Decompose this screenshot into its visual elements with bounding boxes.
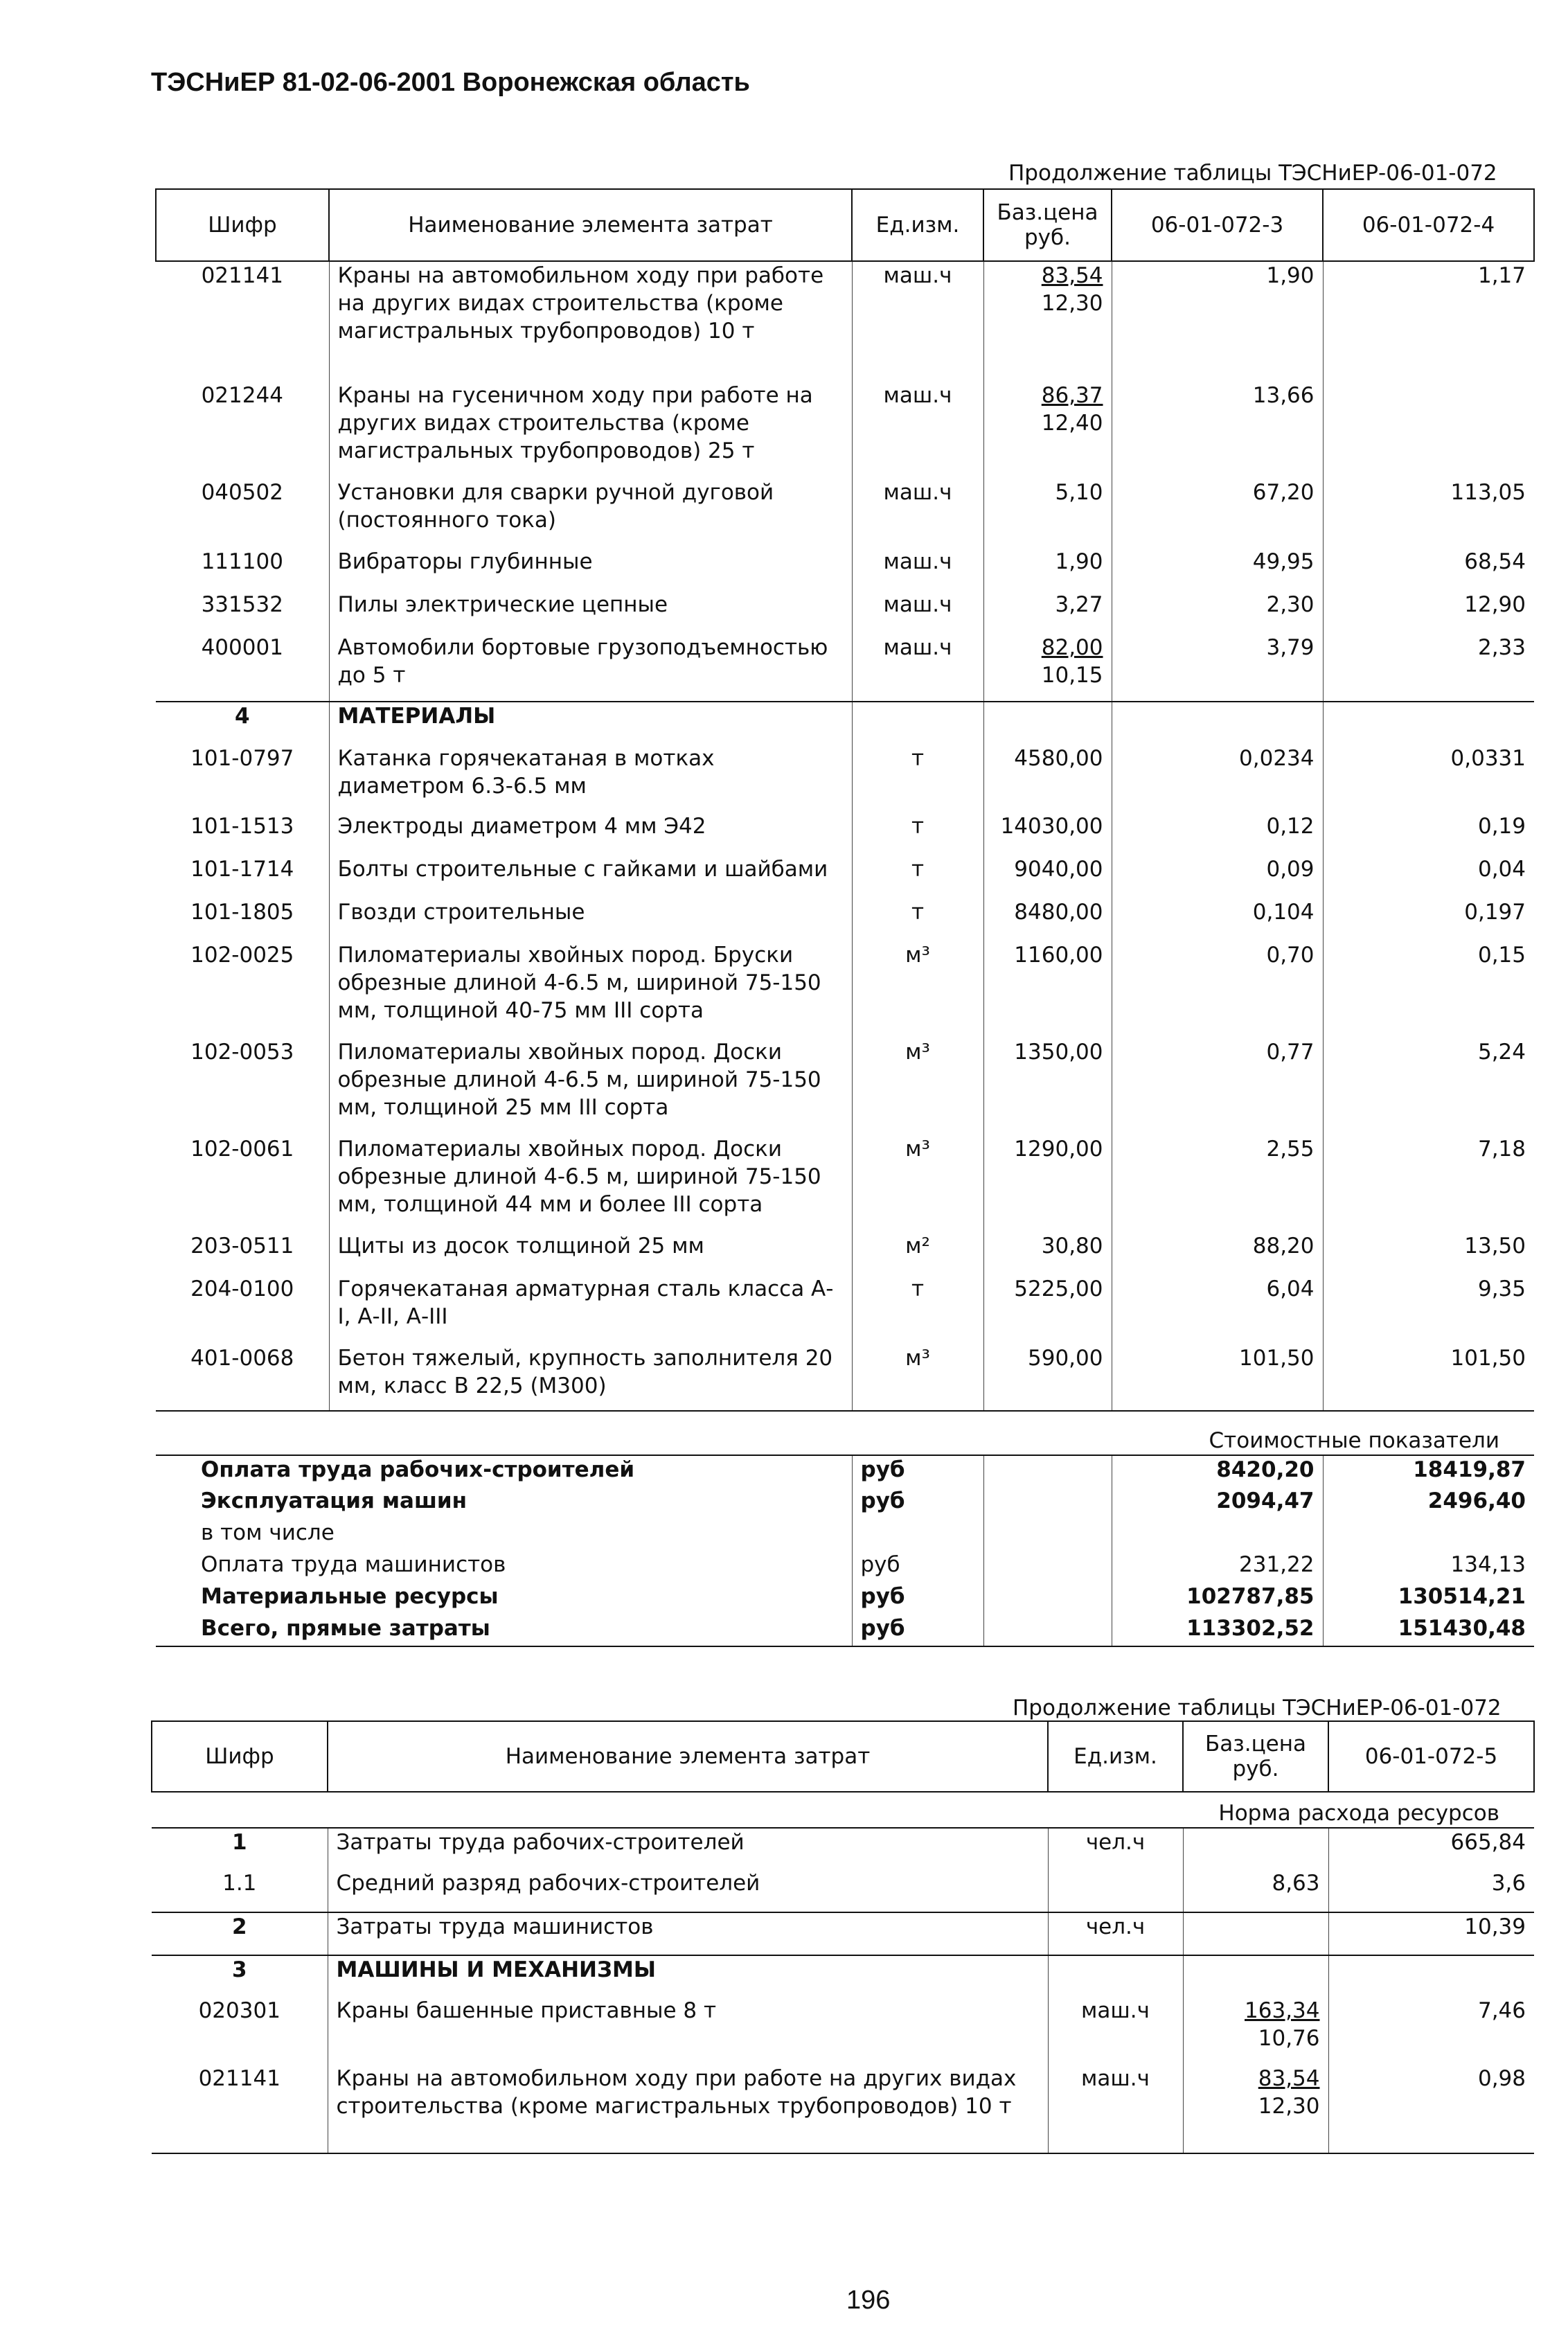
table-row	[156, 1038, 1534, 1135]
section-title: МАТЕРИАЛЫ	[329, 702, 852, 745]
row-name: Средний разряд рабочих-строителей	[328, 1869, 1048, 1912]
table-row	[152, 1997, 1534, 2065]
section-code: 3	[152, 1955, 328, 1997]
row-value-b: 0,19	[1477, 814, 1526, 839]
row-unit: м²	[852, 1232, 983, 1275]
col-unit-header: Ед.изм.	[1048, 1721, 1183, 1792]
cost-row	[156, 1487, 1534, 1519]
table-row	[156, 479, 1534, 548]
row-unit: маш.ч	[852, 382, 983, 479]
table-row	[152, 1912, 1534, 1955]
row-price: 4580,00	[983, 745, 1112, 812]
norm-banner-row	[152, 1792, 1534, 1828]
cost-unit: руб	[852, 1583, 983, 1615]
section-row-machines	[152, 1955, 1534, 1997]
table-row	[156, 1135, 1534, 1232]
row-name: Пиломатериалы хвойных пород. Доски обрезные длиной 4-6.5 м, шириной 75-150 мм, толщиной 25 мм III сорта	[329, 1038, 852, 1135]
row-unit: м³	[852, 941, 983, 1038]
row-unit: м³	[852, 1344, 983, 1411]
row-unit: маш.ч	[852, 548, 983, 591]
row-unit: т	[852, 855, 983, 898]
table-row	[156, 855, 1534, 898]
row-price: 590,00	[983, 1344, 1112, 1411]
col-unit-header: Ед.изм.	[852, 189, 983, 261]
row-value-a: 2,55	[1112, 1135, 1323, 1232]
resource-table-1	[155, 188, 1535, 1647]
row-value-b: 12,90	[1464, 592, 1526, 617]
section-title: МАШИНЫ И МЕХАНИЗМЫ	[328, 1955, 1048, 1997]
row-value-a: 6,04	[1112, 1275, 1323, 1344]
row-price: 1,90	[983, 548, 1112, 591]
row-price: 1350,00	[983, 1038, 1112, 1135]
row-code: 101-1714	[156, 855, 329, 898]
row-code: 102-0025	[156, 941, 329, 1038]
col-name-header: Наименование элемента затрат	[328, 1721, 1048, 1792]
row-code: 101-1513	[156, 812, 329, 855]
table-row	[156, 1275, 1534, 1344]
col-code-header: Шифр	[156, 189, 329, 261]
cost-row	[156, 1455, 1534, 1487]
row-value-a: 1,90	[1112, 261, 1323, 382]
row-value-a: 665,84	[1450, 1830, 1526, 1855]
row-value-b: 13,50	[1464, 1234, 1526, 1259]
row-code: 040502	[156, 479, 329, 548]
row-code: 101-0797	[156, 745, 329, 812]
resource-table-2	[151, 1720, 1535, 2154]
row-unit: чел.ч	[1048, 1912, 1183, 1955]
row-unit	[1048, 1869, 1183, 1912]
cost-value-b: 2496,40	[1427, 1488, 1526, 1513]
row-unit: т	[852, 1275, 983, 1344]
table-row	[152, 1828, 1534, 1869]
row-value-a: 0,104	[1112, 898, 1323, 941]
table2-caption: Продолжение таблицы ТЭСНиЕР-06-01-072	[1013, 1696, 1502, 1720]
row-unit: маш.ч	[852, 261, 983, 382]
row-value-b: 0,15	[1477, 943, 1526, 968]
cost-row	[156, 1615, 1534, 1646]
row-name: Щиты из досок толщиной 25 мм	[329, 1232, 852, 1275]
row-unit: т	[852, 812, 983, 855]
cost-row	[156, 1551, 1534, 1583]
col-b-header: 06-01-072-4	[1323, 189, 1534, 261]
cost-row	[156, 1583, 1534, 1615]
table-row	[152, 1869, 1534, 1912]
row-price: 8480,00	[983, 898, 1112, 941]
row-name: Катанка горячекатаная в мотках диаметром 6.3-6.5 мм	[329, 745, 852, 812]
row-unit: м³	[852, 1038, 983, 1135]
cost-row	[156, 1519, 1534, 1551]
row-price: 1290,00	[983, 1135, 1112, 1232]
row-name: Вибраторы глубинные	[329, 548, 852, 591]
row-price: 3,27	[983, 591, 1112, 634]
row-unit: маш.ч	[1048, 1997, 1183, 2065]
row-code: 111100	[156, 548, 329, 591]
row-price: 163,34 10,76	[1183, 1997, 1328, 2065]
row-name: Краны на автомобильном ходу при работе на других видах строительства (кроме магистральных трубопроводов) 10 т	[328, 2065, 1048, 2153]
row-name: Краны на автомобильном ходу при работе на других видах строительства (кроме магистральных трубопроводов) 10 т	[329, 261, 852, 382]
cost-label: в том числе	[156, 1519, 852, 1551]
row-value-a: 3,79	[1112, 634, 1323, 702]
row-name: Затраты труда рабочих-строителей	[328, 1828, 1048, 1869]
cost-value-a: 113302,52	[1112, 1615, 1323, 1646]
row-price	[1183, 1912, 1328, 1955]
col-a-header: 06-01-072-3	[1112, 189, 1323, 261]
col-price-header: Баз.цена руб.	[1183, 1721, 1328, 1792]
row-name: Установки для сварки ручной дуговой (постоянного тока)	[329, 479, 852, 548]
row-value-a: 0,98	[1328, 2065, 1534, 2153]
row-code: 1.1	[152, 1869, 328, 1912]
row-unit: маш.ч	[1048, 2065, 1183, 2153]
row-value-b: 2,33	[1477, 635, 1526, 660]
row-price: 8,63	[1183, 1869, 1328, 1912]
row-price: 5,10	[983, 479, 1112, 548]
row-name: Пиломатериалы хвойных пород. Доски обрезные длиной 4-6.5 м, шириной 75-150 мм, толщиной 44 мм и более III сорта	[329, 1135, 852, 1232]
row-code: 102-0061	[156, 1135, 329, 1232]
row-code: 021141	[152, 2065, 328, 2153]
row-value-b: 0,197	[1464, 900, 1526, 925]
row-name: Затраты труда машинистов	[328, 1912, 1048, 1955]
row-value-a: 0,12	[1112, 812, 1323, 855]
row-code: 102-0053	[156, 1038, 329, 1135]
row-price	[1183, 1828, 1328, 1869]
row-code: 101-1805	[156, 898, 329, 941]
row-name: Электроды диаметром 4 мм Э42	[329, 812, 852, 855]
row-value-a: 0,77	[1112, 1038, 1323, 1135]
table-row	[156, 1232, 1534, 1275]
row-code: 021244	[156, 382, 329, 479]
row-code: 331532	[156, 591, 329, 634]
row-price: 30,80	[983, 1232, 1112, 1275]
row-code: 203-0511	[156, 1232, 329, 1275]
cost-unit: руб	[852, 1615, 983, 1646]
cost-value-a: 231,22	[1112, 1551, 1323, 1583]
row-unit: м³	[852, 1135, 983, 1232]
table-row	[156, 261, 1534, 382]
row-code: 1	[152, 1828, 328, 1869]
cost-value-b: 130514,21	[1398, 1584, 1526, 1609]
row-value-a: 7,46	[1477, 1998, 1526, 2023]
table-row	[156, 548, 1534, 591]
row-value-a: 101,50	[1112, 1344, 1323, 1411]
col-a-header: 06-01-072-5	[1328, 1721, 1534, 1792]
cost-label: Эксплуатация машин	[156, 1487, 852, 1519]
row-value-b: 1,17	[1477, 263, 1526, 288]
row-value-b: 7,18	[1477, 1137, 1526, 1162]
page-title: ТЭСНиЕР 81-02-06-2001 Воронежская область	[151, 68, 750, 97]
cost-label: Оплата труда машинистов	[156, 1551, 852, 1583]
table-row	[156, 591, 1534, 634]
row-name: Автомобили бортовые грузоподъемностью до 5 т	[329, 634, 852, 702]
cost-label: Оплата труда рабочих-строителей	[156, 1455, 852, 1487]
table-row	[156, 634, 1534, 702]
cost-value-b: 151430,48	[1323, 1615, 1534, 1646]
cost-unit: руб	[852, 1455, 983, 1487]
row-value-b: 68,54	[1464, 549, 1526, 574]
cost-value-a: 2094,47	[1112, 1487, 1323, 1519]
row-value-b: 113,05	[1450, 480, 1526, 505]
row-name: Гвозди строительные	[329, 898, 852, 941]
row-value-b: 0,0331	[1450, 746, 1526, 771]
section-row-materials	[156, 702, 1534, 745]
table-row	[156, 898, 1534, 941]
section-code: 4	[156, 702, 329, 745]
table-row	[156, 382, 1534, 479]
table-row	[156, 941, 1534, 1038]
row-unit: маш.ч	[852, 479, 983, 548]
row-name: Пиломатериалы хвойных пород. Бруски обрезные длиной 4-6.5 м, шириной 75-150 мм, толщиной 40-75 мм III сорта	[329, 941, 852, 1038]
table-row	[156, 812, 1534, 855]
row-price: 86,37 12,40	[983, 382, 1112, 479]
col-price-header: Баз.цена руб.	[983, 189, 1112, 261]
col-name-header: Наименование элемента затрат	[329, 189, 852, 261]
row-value-b: 0,04	[1477, 857, 1526, 882]
cost-label: Материальные ресурсы	[156, 1583, 852, 1615]
row-code: 020301	[152, 1997, 328, 2065]
row-value-a: 0,09	[1112, 855, 1323, 898]
cost-unit: руб	[852, 1551, 983, 1583]
table-row	[156, 745, 1534, 812]
row-value-a: 49,95	[1112, 548, 1323, 591]
page-number: 196	[846, 2286, 891, 2315]
cost-unit: руб	[852, 1487, 983, 1519]
row-price: 1160,00	[983, 941, 1112, 1038]
cost-banner-row	[156, 1411, 1534, 1455]
cost-value-b: 134,13	[1450, 1552, 1526, 1577]
table-row	[152, 2065, 1534, 2153]
row-name: Бетон тяжелый, крупность заполнителя 20 мм, класс В 22,5 (М300)	[329, 1344, 852, 1411]
row-price: 82,00 10,15	[983, 634, 1112, 702]
row-code: 401-0068	[156, 1344, 329, 1411]
row-unit: т	[852, 898, 983, 941]
row-code: 2	[152, 1912, 328, 1955]
row-value-b: 5,24	[1477, 1040, 1526, 1065]
row-price: 83,54 12,30	[983, 261, 1112, 382]
col-code-header: Шифр	[152, 1721, 328, 1792]
cost-label: Всего, прямые затраты	[156, 1615, 852, 1646]
row-value-a: 3,6	[1491, 1871, 1526, 1896]
row-unit: т	[852, 745, 983, 812]
row-value-a: 0,0234	[1112, 745, 1323, 812]
row-name: Краны башенные приставные 8 т	[328, 1997, 1048, 2065]
row-name: Краны на гусеничном ходу при работе на других видах строительства (кроме магистральных трубопроводов) 25 т	[329, 382, 852, 479]
row-value-a: 10,39	[1328, 1912, 1534, 1955]
row-value-a: 13,66	[1112, 382, 1323, 479]
row-value-a: 67,20	[1112, 479, 1323, 548]
row-price: 9040,00	[983, 855, 1112, 898]
row-price: 14030,00	[983, 812, 1112, 855]
norm-banner: Норма расхода ресурсов	[152, 1792, 1534, 1828]
cost-value-a: 102787,85	[1112, 1583, 1323, 1615]
table1-caption: Продолжение таблицы ТЭСНиЕР-06-01-072	[1008, 161, 1497, 186]
row-value-b	[1323, 382, 1534, 479]
table-row	[156, 1344, 1534, 1411]
row-price: 5225,00	[983, 1275, 1112, 1344]
row-price: 83,54 12,30	[1183, 2065, 1328, 2153]
row-code: 400001	[156, 634, 329, 702]
row-code: 021141	[156, 261, 329, 382]
row-value-a: 0,70	[1112, 941, 1323, 1038]
row-value-a: 88,20	[1112, 1232, 1323, 1275]
row-name: Болты строительные с гайками и шайбами	[329, 855, 852, 898]
row-name: Пилы электрические цепные	[329, 591, 852, 634]
row-code: 204-0100	[156, 1275, 329, 1344]
cost-banner: Стоимостные показатели	[156, 1411, 1534, 1455]
row-value-a: 2,30	[1112, 591, 1323, 634]
row-unit: чел.ч	[1048, 1828, 1183, 1869]
row-name: Горячекатаная арматурная сталь класса А-I, А-II, А-III	[329, 1275, 852, 1344]
row-unit: маш.ч	[852, 634, 983, 702]
cost-value-a: 8420,20	[1112, 1455, 1323, 1487]
row-unit: маш.ч	[852, 591, 983, 634]
row-value-b: 101,50	[1450, 1346, 1526, 1371]
row-value-b: 9,35	[1477, 1277, 1526, 1301]
cost-value-b: 18419,87	[1413, 1457, 1526, 1482]
